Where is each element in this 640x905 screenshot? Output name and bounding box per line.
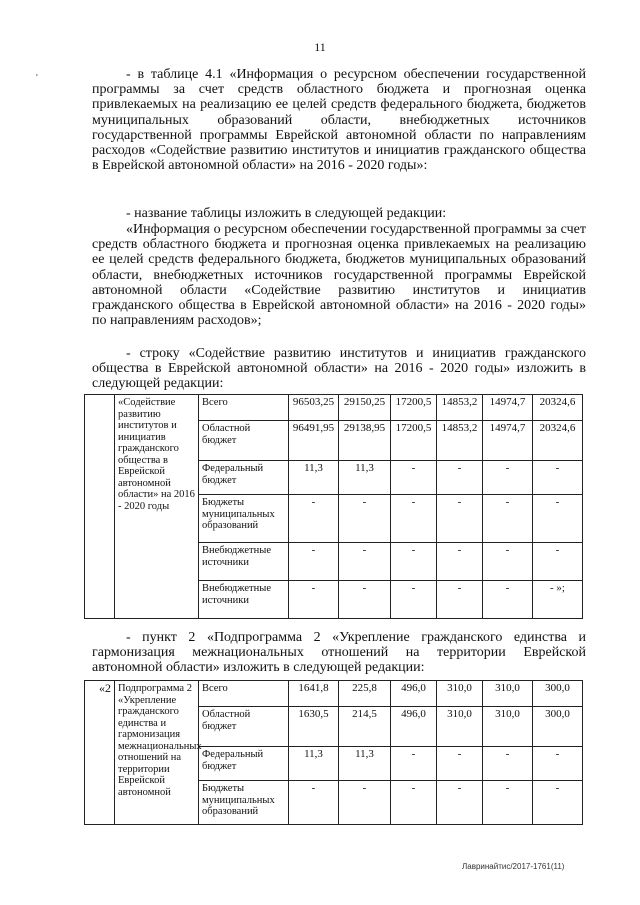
value-cell: - [289, 495, 339, 543]
funding-source-cell: Внебюджетные источники [199, 543, 289, 581]
value-cell: - [437, 495, 483, 543]
value-cell: 496,0 [391, 707, 437, 747]
funding-source-cell: Всего [199, 395, 289, 421]
value-cell: - [533, 543, 583, 581]
value-cell: 11,3 [339, 747, 391, 781]
funding-source-cell: Областной бюджет [199, 421, 289, 461]
table-row [85, 395, 583, 421]
funding-source-cell: Внебюджетные источники [199, 581, 289, 619]
value-cell: 96503,25 [289, 395, 339, 421]
value-cell: - [289, 543, 339, 581]
value-cell: - [391, 461, 437, 495]
value-cell: - [391, 495, 437, 543]
value-cell: 214,5 [339, 707, 391, 747]
paragraph-subprogram-2: - пункт 2 «Подпрограмма 2 «Укрепление гражданского единства и гармонизация межнациональных отношений на территории Еврейской автономной области» изложить в следующей редакции: [92, 630, 586, 676]
page-number: 11 [314, 40, 326, 54]
margin-mark: ' [36, 73, 38, 84]
value-cell: - [483, 747, 533, 781]
funding-source-cell: Областной бюджет [199, 707, 289, 747]
item-number-cell [85, 395, 115, 619]
value-cell: - [437, 781, 483, 825]
value-cell: - [339, 495, 391, 543]
value-cell: 96491,95 [289, 421, 339, 461]
value-cell: 310,0 [483, 681, 533, 707]
value-cell: - [339, 581, 391, 619]
value-cell: 14853,2 [437, 395, 483, 421]
value-cell: - [533, 461, 583, 495]
value-cell: - [289, 581, 339, 619]
value-cell: - [483, 543, 533, 581]
value-cell: - [483, 495, 533, 543]
value-cell: - [391, 543, 437, 581]
value-cell: 20324,6 [533, 395, 583, 421]
paragraph-table-4-1: - в таблице 4.1 «Информация о ресурсном обеспечении государственной программы за счет средств областного бюджета и прогнозная оценка привлекаемых на реализацию ее целей средств федерального бюджета, бюджетов муниципальных образований области, внебюджетных источников государственной программы Еврейской автономной области по направлениям расходов «Содействие развитию институтов и инициатив гражданского общества в Еврейской автономной области» на 2016 - 2020 годы»: [92, 67, 586, 174]
table-row [85, 681, 583, 707]
value-cell: 20324,6 [533, 421, 583, 461]
value-cell: 17200,5 [391, 421, 437, 461]
value-cell: 1641,8 [289, 681, 339, 707]
value-cell: 1630,5 [289, 707, 339, 747]
program-name-cell: «Содействие развитию институтов и инициатив гражданского общества в Еврейской автономной области» на 2016 - 2020 годы [115, 395, 199, 619]
value-cell: - »; [533, 581, 583, 619]
value-cell: - [533, 747, 583, 781]
value-cell: 11,3 [339, 461, 391, 495]
funding-source-cell: Бюджеты муниципальных образований [199, 495, 289, 543]
value-cell: 225,8 [339, 681, 391, 707]
value-cell: - [483, 781, 533, 825]
value-cell: 29150,25 [339, 395, 391, 421]
value-cell: - [339, 781, 391, 825]
value-cell: 14974,7 [483, 395, 533, 421]
value-cell: 300,0 [533, 681, 583, 707]
value-cell: - [437, 581, 483, 619]
value-cell: 310,0 [437, 681, 483, 707]
table-1-body [85, 395, 583, 619]
value-cell: - [437, 543, 483, 581]
value-cell: 14974,7 [483, 421, 533, 461]
value-cell: 11,3 [289, 461, 339, 495]
value-cell: 17200,5 [391, 395, 437, 421]
value-cell: 310,0 [437, 707, 483, 747]
value-cell: - [483, 461, 533, 495]
value-cell: - [437, 461, 483, 495]
resource-table-2 [84, 680, 583, 825]
value-cell: 11,3 [289, 747, 339, 781]
value-cell: - [391, 781, 437, 825]
value-cell: - [289, 781, 339, 825]
value-cell: - [391, 581, 437, 619]
value-cell: 29138,95 [339, 421, 391, 461]
funding-source-cell: Федеральный бюджет [199, 747, 289, 781]
program-name-cell: Подпрограмма 2 «Укрепление гражданского единства и гармонизация межнациональных отношений на территории Еврейской автономной [115, 681, 199, 825]
value-cell: - [483, 581, 533, 619]
funding-source-cell: Бюджеты муниципальных образований [199, 781, 289, 825]
value-cell: 496,0 [391, 681, 437, 707]
value-cell: - [391, 747, 437, 781]
value-cell: 14853,2 [437, 421, 483, 461]
paragraph-row-instruction: - строку «Содействие развитию институтов и инициатив гражданского общества в Еврейской автономной области» на 2016 - 2020 годы» изложить в следующей редакции: [92, 346, 586, 392]
item-number-cell: «2 [85, 681, 115, 825]
document-footer: Лавринайтис/2017-1761(11) [462, 862, 565, 871]
value-cell: 310,0 [483, 707, 533, 747]
paragraph-title-instruction: - название таблицы изложить в следующей редакции: [126, 206, 447, 221]
value-cell: - [339, 543, 391, 581]
paragraph-new-title: «Информация о ресурсном обеспечении государственной программы за счет средств областного бюджета и прогнозная оценка привлекаемых на реализацию ее целей средств федерального бюджета, бюджетов муниципальных образований области, внебюджетных источников государственной программы Еврейской автономной области «Содействие развитию институтов и инициатив гражданского общества в Еврейской автономной области» на 2016 - 2020 годы» по направлениям расходов»; [92, 222, 586, 329]
value-cell: 300,0 [533, 707, 583, 747]
table-2-body [85, 681, 583, 825]
resource-table-1 [84, 394, 583, 619]
funding-source-cell: Федеральный бюджет [199, 461, 289, 495]
value-cell: - [437, 747, 483, 781]
funding-source-cell: Всего [199, 681, 289, 707]
value-cell: - [533, 495, 583, 543]
value-cell: - [533, 781, 583, 825]
